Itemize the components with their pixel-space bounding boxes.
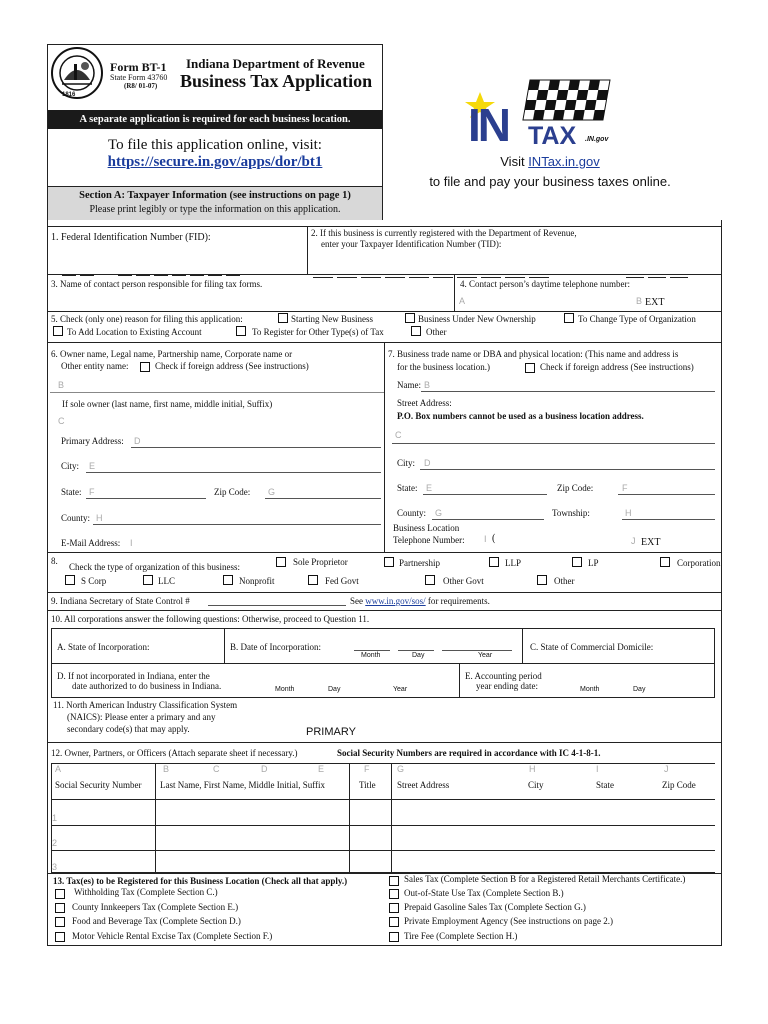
dba-name-label: Name: [397, 380, 421, 390]
field-letter: D [134, 436, 141, 446]
column-header: City [528, 780, 544, 790]
q8-number: 8. [51, 556, 58, 566]
option-label: County Innkeepers Tax (Complete Section E.) [72, 902, 239, 912]
business-city-input[interactable] [434, 455, 714, 469]
checkbox-s-corp[interactable] [65, 575, 75, 585]
checkbox-out-of-state-use-tax[interactable] [389, 889, 399, 899]
checkbox-add-location[interactable] [53, 326, 63, 336]
option-label: Private Employment Agency (See instructions on page 2.) [404, 916, 613, 926]
seal-year: 1816 [62, 92, 76, 98]
business-ext-input[interactable] [664, 534, 714, 548]
q10-e-label-2: year ending date: [476, 681, 538, 691]
field-letter: I [484, 534, 487, 544]
form-label: Form BT-1 [110, 60, 167, 74]
business-street-input[interactable] [404, 428, 714, 442]
online-text: To file this application online, visit: [108, 137, 322, 153]
q11-label-1: 11. North American Industry Classification System [53, 700, 238, 710]
field-letter: C [58, 416, 65, 426]
field-letter: G [268, 487, 276, 497]
checkbox-lp[interactable] [572, 557, 582, 567]
checkbox-withholding-tax[interactable] [55, 889, 65, 899]
option-label: Other [426, 327, 447, 337]
column-letter: G [397, 764, 405, 774]
column-letter: J [664, 764, 669, 774]
year-label: Year [393, 686, 408, 693]
city-label: City: [397, 458, 416, 468]
q12-label: 12. Owner, Partners, or Officers (Attach separate sheet if necessary.) [51, 748, 298, 758]
checkbox-q6-foreign[interactable] [140, 362, 150, 372]
q3-label: 3. Name of contact person responsible for filing tax forms. [51, 279, 263, 289]
checkbox-other-reason[interactable] [411, 326, 421, 336]
checkbox-change-organization[interactable] [564, 313, 574, 323]
option-label: Sole Proprietor [293, 557, 348, 567]
column-header: Zip Code [662, 780, 696, 790]
field-letter: B [636, 296, 643, 306]
option-label: Tire Fee (Complete Section H.) [404, 931, 518, 941]
naics-primary-label: PRIMARY [306, 726, 356, 738]
q12-ssn-note: Social Security Numbers are required in accordance with IC 4-1-8-1. [337, 748, 601, 758]
day-label: Day [412, 652, 425, 659]
state-seal [50, 46, 104, 100]
q4-label: 4. Contact person’s daytime telephone number: [460, 279, 630, 289]
q10-d-label-1: D. If not incorporated in Indiana, enter the [57, 671, 210, 681]
checkbox-starting-new-business[interactable] [278, 313, 288, 323]
checkbox-tire-fee[interactable] [389, 932, 399, 942]
q7-label-1: 7. Business trade name or DBA and physical location: (This name and address is [388, 349, 679, 359]
checkbox-new-ownership[interactable] [405, 313, 415, 323]
option-label: Partnership [399, 558, 440, 568]
field-letter: B [58, 380, 65, 390]
option-label: To Change Type of Organization [578, 314, 696, 324]
field-letter: F [622, 483, 628, 493]
email-label: E-Mail Address: [61, 538, 121, 548]
q4-ext: EXT [645, 297, 665, 308]
form-title: Business Tax Application [180, 71, 373, 91]
phone-ext-label: EXT [641, 537, 661, 548]
q13-label: 13. Tax(es) to be Registered for this Business Location (Check all that apply.) [53, 876, 348, 886]
business-zip-input[interactable] [632, 480, 714, 494]
year-label: Year [478, 652, 493, 659]
banner: A separate application is required for each business location. [48, 110, 382, 129]
option-label: Motor Vehicle Rental Excise Tax (Complete Section F.) [72, 931, 273, 941]
revision: (R8/ 01-07) [124, 82, 158, 90]
state-label: State: [61, 487, 82, 497]
q5-label: 5. Check (only one) reason for filing this application: [51, 314, 243, 324]
zip-label: Zip Code: [214, 487, 251, 497]
field-letter: I [130, 538, 133, 548]
day-label: Day [633, 686, 646, 693]
contact-phone-input[interactable] [466, 292, 631, 308]
tid-input[interactable] [313, 260, 553, 270]
field-letter: H [96, 513, 103, 523]
row-number: 3 [52, 862, 58, 872]
owner-state-input[interactable] [98, 484, 204, 498]
contact-name-input[interactable] [52, 290, 447, 308]
field-letter: B [424, 380, 431, 390]
primary-address-label: Primary Address: [61, 436, 124, 446]
checkbox-other-tax[interactable] [236, 326, 246, 336]
section-a-title: Section A: Taxpayer Information (see instructions on page 1) [79, 190, 351, 201]
checkbox-sole-proprietor[interactable] [276, 557, 286, 567]
q10-label: 10. All corporations answer the following questions: Otherwise, proceed to Question 11. [51, 614, 370, 624]
field-letter: J [631, 536, 636, 546]
month-label: Month [361, 652, 381, 659]
naics-secondary-input[interactable] [520, 722, 710, 738]
intax-logo-domain: .IN.gov [585, 136, 609, 143]
business-state-input[interactable] [436, 480, 546, 494]
business-phone-input[interactable] [500, 532, 620, 546]
state-incorporation-input[interactable] [60, 652, 220, 662]
checkbox-q7-foreign[interactable] [525, 363, 535, 373]
intax-visit-line2: to file and pay your business taxes online. [429, 174, 671, 189]
email-input[interactable] [140, 535, 380, 549]
option-label: To Register for Other Type(s) of Tax [252, 327, 384, 337]
q10-d-label-2: date authorized to do business in Indiana. [72, 681, 222, 691]
sole-owner-label: If sole owner (last name, first name, middle initial, Suffix) [62, 399, 273, 409]
q11-label-3: secondary code(s) that may apply. [67, 724, 190, 734]
option-label: Prepaid Gasoline Sales Tax (Complete Section G.) [404, 902, 586, 912]
owner-county-input[interactable] [106, 510, 380, 524]
authorized-date-input[interactable] [270, 668, 450, 684]
county-label: County: [61, 513, 91, 523]
table-row[interactable] [60, 827, 710, 848]
option-label: Other Govt [443, 576, 484, 586]
option-label: LLC [158, 576, 175, 586]
township-input[interactable] [636, 505, 714, 519]
option-label: Corporation [677, 558, 721, 568]
q10-e-label-1: E. Accounting period [465, 671, 542, 681]
field-letter: F [89, 487, 95, 497]
commercial-domicile-input[interactable] [530, 652, 710, 662]
owner-zip-input[interactable] [278, 484, 380, 498]
table-row[interactable] [60, 852, 710, 872]
month-label: Month [580, 686, 600, 693]
option-label: Fed Govt [325, 576, 359, 586]
option-label: To Add Location to Existing Account [67, 327, 202, 337]
q2-label-2: enter your Taxpayer Identification Number (TID): [321, 239, 502, 249]
option-label: LLP [505, 558, 522, 568]
q9-label: 9. Indiana Secretary of State Control # [51, 596, 190, 606]
owner-name-input[interactable] [68, 376, 380, 391]
business-county-input[interactable] [446, 505, 543, 519]
township-label: Township: [552, 508, 590, 518]
checkbox-nonprofit[interactable] [223, 575, 233, 585]
q6-label-2: Other entity name: [61, 361, 129, 371]
column-letter: A [55, 764, 62, 774]
dba-name-input[interactable] [432, 377, 714, 391]
po-box-note: P.O. Box numbers cannot be used as a business location address. [397, 411, 644, 421]
q1-label: 1. Federal Identification Number (FID): [51, 232, 211, 243]
option-label: Nonprofit [239, 576, 275, 586]
checkbox-sales-tax[interactable] [389, 876, 399, 886]
option-label: Business Under New Ownership [418, 314, 536, 324]
state-label: State: [397, 483, 418, 493]
option-label: Sales Tax (Complete Section B for a Registered Retail Merchants Certificate.) [404, 874, 686, 884]
column-header: Social Security Number [55, 780, 142, 790]
checkbox-other-org[interactable] [537, 575, 547, 585]
phone-label-2: Telephone Number: [393, 535, 465, 545]
column-header: Title [359, 780, 376, 790]
field-letter: G [435, 508, 443, 518]
month-label: Month [275, 686, 295, 693]
checkbox-prepaid-gasoline-tax[interactable] [389, 903, 399, 913]
field-letter: E [426, 483, 433, 493]
checkbox-llc[interactable] [143, 575, 153, 585]
field-letter: E [89, 461, 96, 471]
row-number: 1 [52, 813, 58, 823]
checkbox-food-beverage-tax[interactable] [55, 917, 65, 927]
department-name: Indiana Department of Revenue [186, 56, 365, 71]
q8-label: Check the type of organization of this business: [69, 562, 241, 572]
phone-paren: ( [492, 533, 496, 544]
option-label: Other [554, 576, 575, 586]
primary-address-input[interactable] [142, 433, 380, 447]
field-letter: C [395, 430, 402, 440]
street-address-label: Street Address: [397, 398, 452, 408]
sos-link[interactable]: www.in.gov/sos/ [365, 596, 426, 606]
intax-link[interactable]: INTax.in.gov [528, 154, 600, 169]
state-form: State Form 43760 [110, 73, 168, 82]
intax-logo-in: IN [468, 99, 508, 151]
q6-label-1: 6. Owner name, Legal name, Partnership name, Corporate name or [51, 349, 293, 359]
option-label: S Corp [81, 576, 107, 586]
field-letter: A [459, 296, 466, 306]
column-letter: F [364, 764, 370, 774]
option-label: Out-of-State Use Tax (Complete Section B.) [404, 888, 564, 898]
foreign-label: Check if foreign address (See instructions) [540, 362, 694, 372]
column-letter: I [596, 764, 599, 774]
checkbox-partnership[interactable] [384, 557, 394, 567]
option-label: Food and Beverage Tax (Complete Section D.) [72, 916, 241, 926]
checkbox-llp[interactable] [489, 557, 499, 567]
tid-suffix-input[interactable] [626, 260, 692, 270]
q7-label-2: for the business location.) [397, 362, 490, 372]
sole-owner-input[interactable] [68, 412, 380, 427]
q10-b-label: B. Date of Incorporation: [230, 642, 321, 652]
q10-a-label: A. State of Incorporation: [57, 642, 150, 652]
incorporation-date-input[interactable] [354, 636, 512, 650]
column-header: Last Name, First Name, Middle Initial, Suffix [160, 780, 326, 790]
column-letter: B [163, 764, 170, 774]
contact-ext-input[interactable] [668, 292, 716, 308]
option-label: Withholding Tax (Complete Section C.) [74, 887, 218, 897]
owner-city-input[interactable] [98, 458, 380, 472]
column-letter: D [261, 764, 268, 774]
checkbox-other-govt[interactable] [425, 575, 435, 585]
field-letter: H [625, 508, 632, 518]
intax-logo-tax: TAX [528, 122, 577, 150]
column-header: State [596, 780, 614, 790]
foreign-label: Check if foreign address (See instructions) [155, 361, 309, 371]
column-letter: C [213, 764, 220, 774]
checkbox-fed-govt[interactable] [308, 575, 318, 585]
field-letter: D [424, 458, 431, 468]
column-header: Street Address [397, 780, 450, 790]
phone-label-1: Business Location [393, 523, 460, 533]
checkbox-motor-vehicle-rental-tax[interactable] [55, 932, 65, 942]
intax-visit: Visit INTax.in.gov [500, 154, 600, 169]
checkbox-county-innkeepers-tax[interactable] [55, 903, 65, 913]
accounting-period-input[interactable] [575, 668, 710, 684]
county-label: County: [397, 508, 427, 518]
city-label: City: [61, 461, 80, 471]
naics-primary-input[interactable] [360, 722, 510, 738]
row-number: 2 [52, 838, 58, 848]
day-label: Day [328, 686, 341, 693]
q2-label-1: 2. If this business is currently registered with the Department of Revenue, [311, 228, 577, 238]
checkbox-private-employment-agency[interactable] [389, 917, 399, 927]
fid-input[interactable] [62, 258, 244, 268]
zip-label: Zip Code: [557, 483, 594, 493]
q11-label-2: (NAICS): Please enter a primary and any [67, 712, 216, 722]
column-letter: E [318, 764, 325, 774]
online-url-link[interactable]: https://secure.in.gov/apps/dor/bt1 [107, 154, 323, 170]
option-label: Starting New Business [291, 314, 373, 324]
column-letter: H [529, 764, 536, 774]
q10-c-label: C. State of Commercial Domicile: [530, 642, 654, 652]
q9-see: See www.in.gov/sos/ for requirements. [350, 596, 490, 606]
option-label: LP [588, 558, 599, 568]
sos-control-input[interactable] [210, 594, 344, 605]
section-a-subtitle: Please print legibly or type the information on this application. [89, 204, 341, 215]
checkbox-corporation[interactable] [660, 557, 670, 567]
table-row[interactable] [60, 801, 710, 823]
